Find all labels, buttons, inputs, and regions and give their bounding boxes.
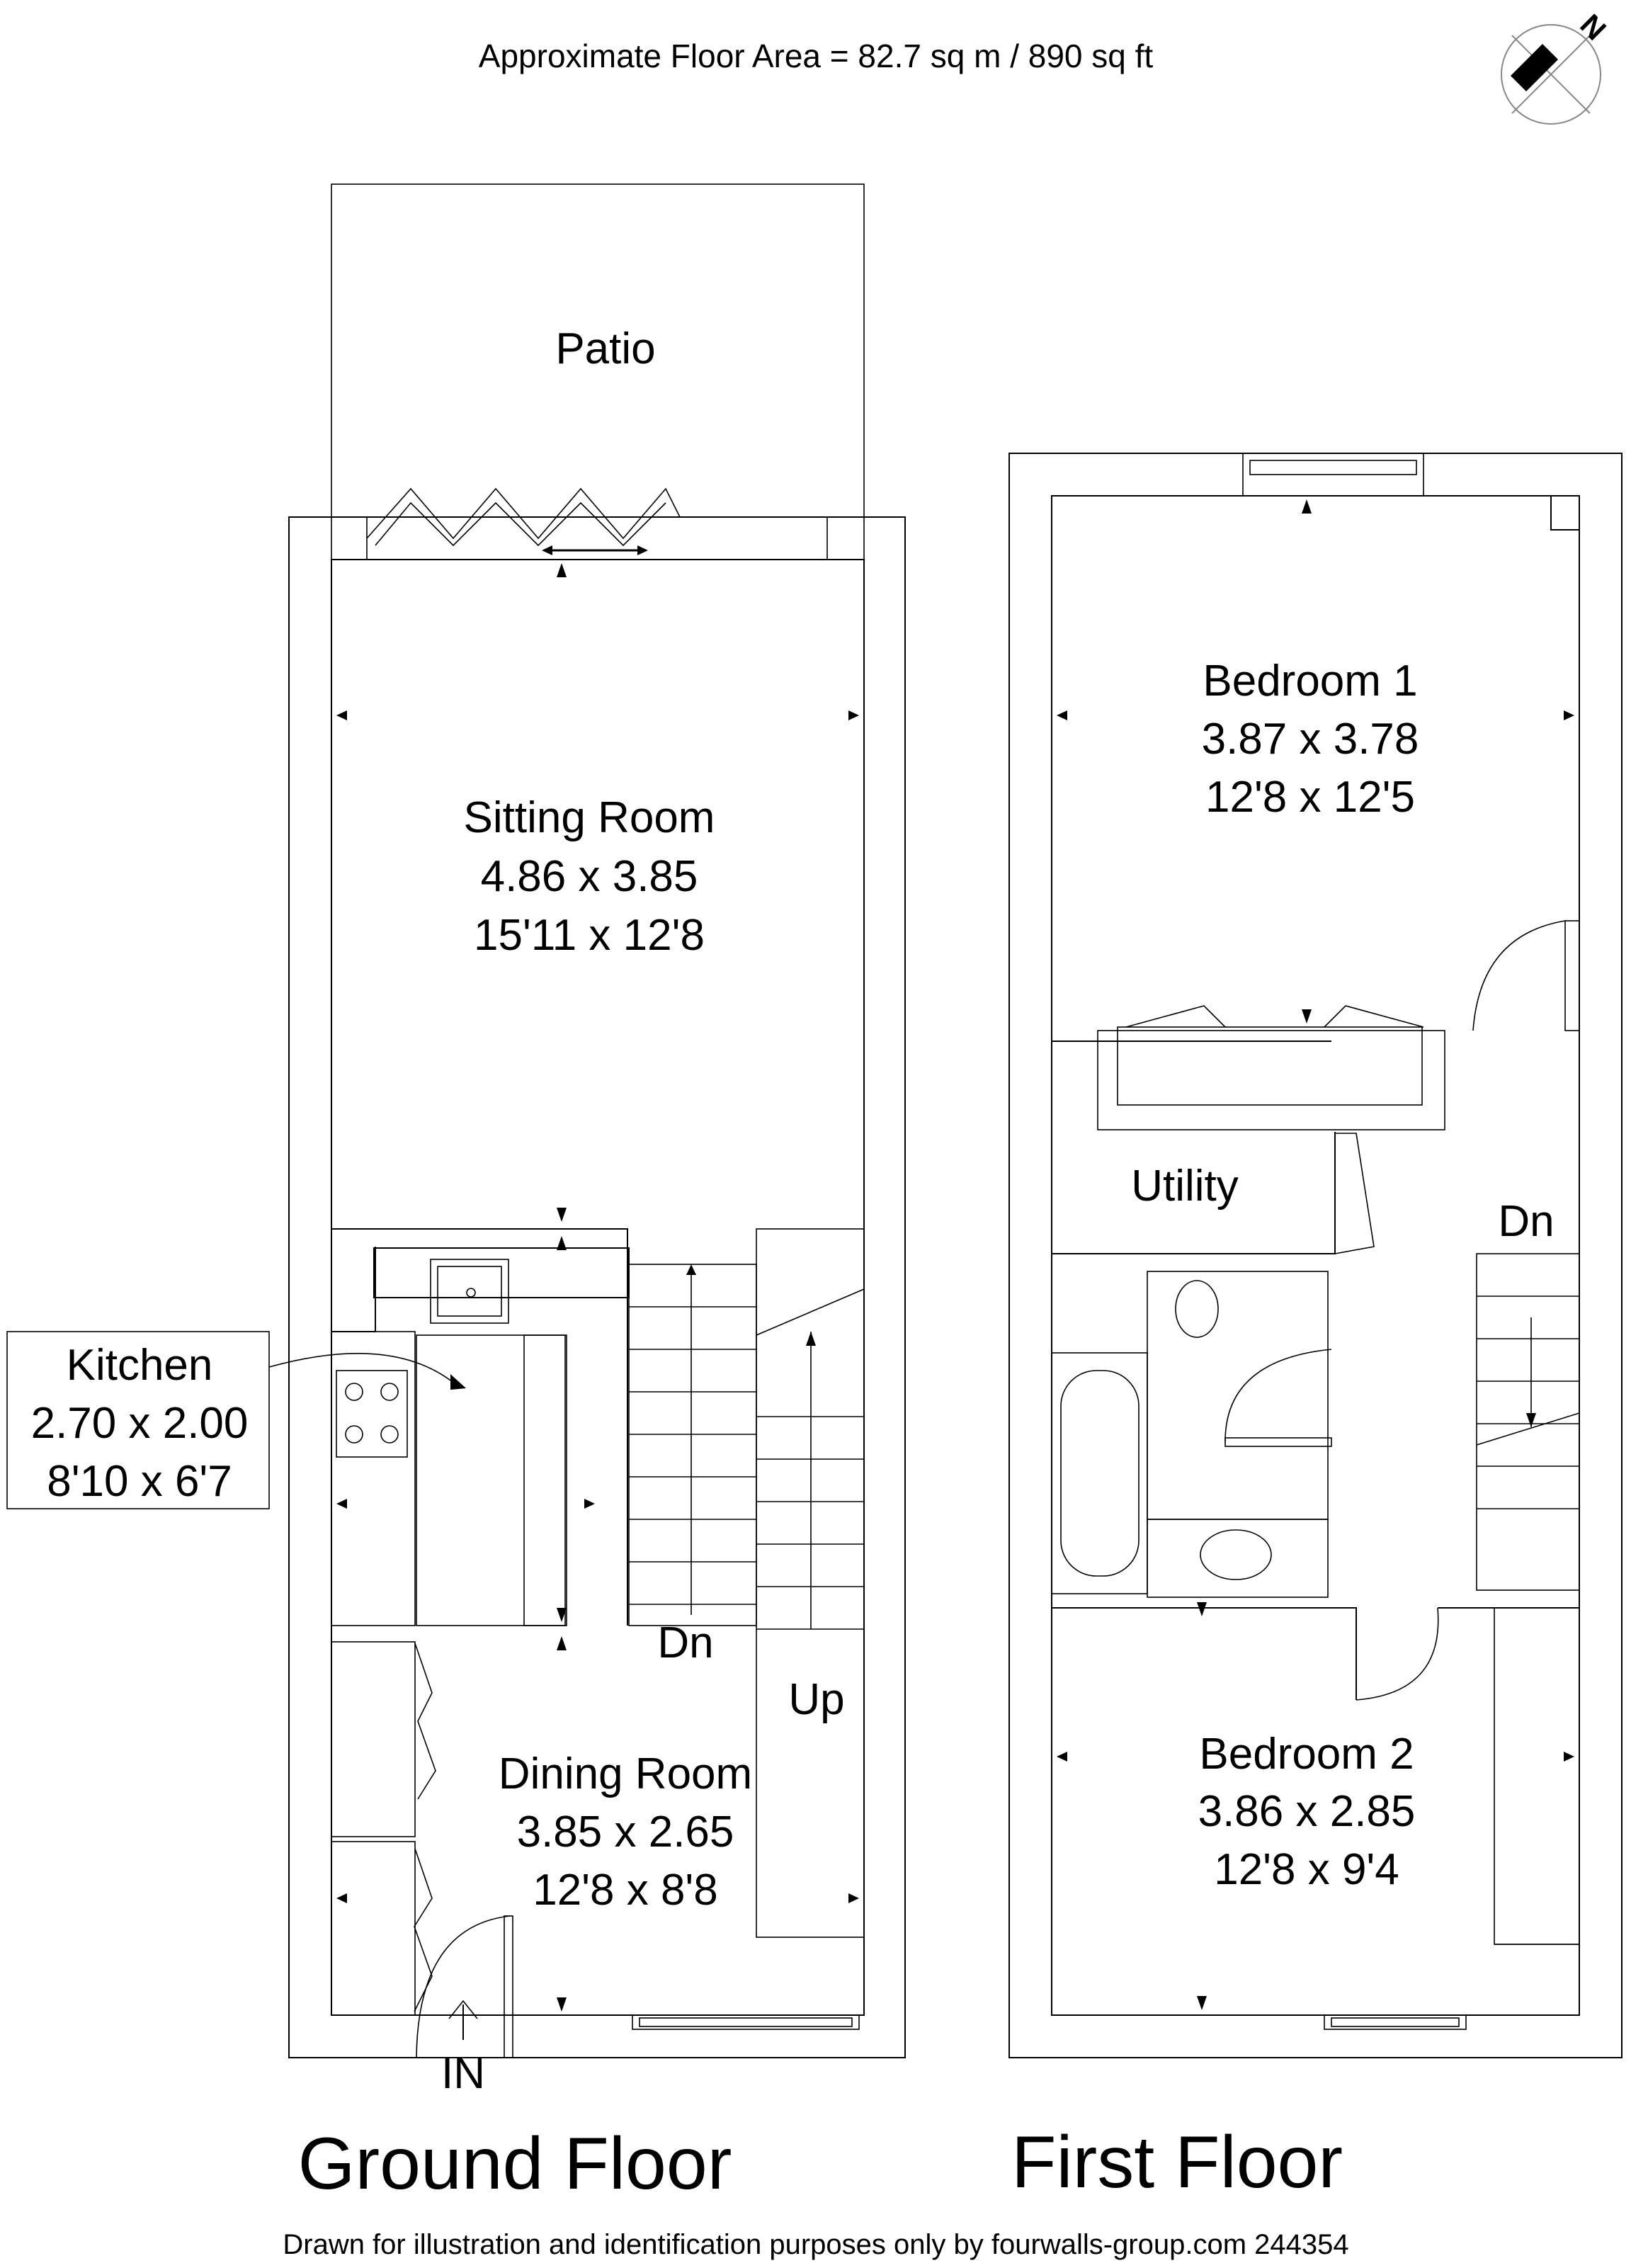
compass-north-label: N (1574, 7, 1613, 47)
ground-stairs-down-label: Dn (657, 1618, 714, 1667)
entrance-label: IN (441, 2049, 485, 2098)
dining-room-name: Dining Room (498, 1750, 753, 1798)
patio-label: Patio (555, 324, 656, 373)
bedroom-1-metric: 3.87 x 3.78 (1201, 715, 1419, 764)
ground-floor-plan (7, 184, 905, 2058)
sitting-room-name: Sitting Room (463, 793, 715, 842)
sitting-room-imperial: 15'11 x 12'8 (474, 911, 705, 960)
bedroom-2-imperial: 12'8 x 9'4 (1214, 1845, 1399, 1894)
utility-label: Utility (1131, 1162, 1239, 1210)
bedroom-1-name: Bedroom 1 (1203, 657, 1418, 705)
first-stairs-down-label: Dn (1498, 1197, 1555, 1246)
hob-icon (336, 1371, 407, 1457)
first-floor-title: First Floor (1011, 2121, 1343, 2204)
ground-stairs-up-label: Up (788, 1675, 845, 1724)
bedroom-1-imperial: 12'8 x 12'5 (1205, 773, 1416, 822)
floor-area-heading: Approximate Floor Area = 82.7 sq m / 890 sq ft (478, 38, 1154, 74)
bedroom-2-metric: 3.86 x 2.85 (1198, 1787, 1416, 1836)
kitchen-imperial: 8'10 x 6'7 (47, 1457, 232, 1506)
dining-room-metric: 3.85 x 2.65 (516, 1808, 734, 1856)
footer-disclaimer: Drawn for illustration and identification purposes only by fourwalls-group.com 244354 (283, 2229, 1349, 2260)
sitting-room-metric: 4.86 x 3.85 (480, 852, 698, 901)
dining-room-imperial: 12'8 x 8'8 (533, 1866, 718, 1915)
kitchen-metric: 2.70 x 2.00 (30, 1399, 249, 1448)
compass-icon (1501, 8, 1613, 124)
kitchen-name: Kitchen (66, 1341, 213, 1390)
bedroom-2-name: Bedroom 2 (1199, 1730, 1414, 1779)
ground-floor-title: Ground Floor (297, 2123, 732, 2205)
